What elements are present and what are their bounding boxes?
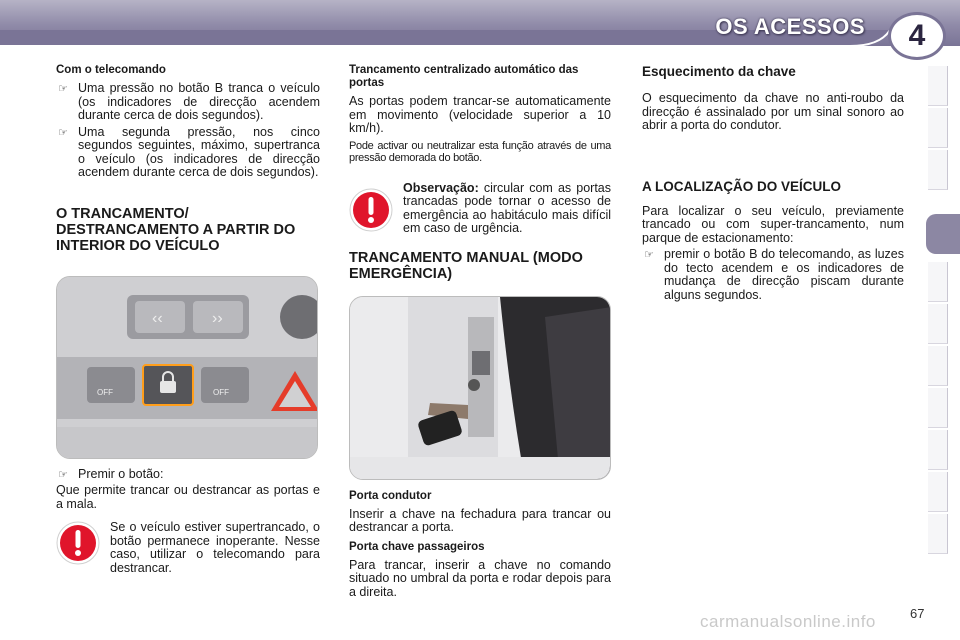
locate-bullet-text: premir o botão B do telecomando, as luzes do tecto acendem e os indicadores de mudança de direcção piscam durante alguns segundos. <box>664 247 904 302</box>
bullet-item <box>642 248 904 302</box>
bullet-item <box>56 82 320 123</box>
bullet-item <box>56 468 320 482</box>
side-tab-4-active[interactable] <box>926 214 960 254</box>
hand-pointer-icon: ☞ <box>58 83 68 95</box>
section-heading-manual: TRANCAMENTO MANUAL (MODO EMERGÊNCIA) <box>349 249 583 282</box>
chapter-number-badge: 4 <box>888 12 946 60</box>
page-number: 67 <box>910 606 925 621</box>
side-tab-9[interactable] <box>928 430 948 470</box>
column-middle <box>349 64 611 599</box>
column-left <box>56 64 320 575</box>
door-latch-photo <box>349 296 611 480</box>
observation-label: Observação: <box>403 180 479 195</box>
chapter-side-tabs <box>928 66 948 576</box>
hand-pointer-icon: ☞ <box>58 468 68 481</box>
observation-text <box>403 182 611 236</box>
hand-pointer-icon: ☞ <box>58 126 68 139</box>
side-tab-5[interactable] <box>928 262 948 302</box>
svg-text:OFF: OFF <box>213 387 229 397</box>
locate-vehicle-heading: A LOCALIZAÇÃO DO VEÍCULO <box>642 178 841 194</box>
observation-note <box>349 182 611 236</box>
section-heading-interior: O TRANCAMENTO/ DESTRANCAMENTO A PARTIR DO INTERIOR DO VEÍCULO <box>56 205 296 254</box>
observation-body: circular com as portas trancadas pode tornar o acesso de emergência ao habitáculo mais difícil em caso de urgência. <box>403 180 611 235</box>
dashboard-buttons-photo <box>56 276 318 459</box>
side-tab-11[interactable] <box>928 514 948 554</box>
column-right <box>642 64 904 305</box>
telecomando-heading: Com o telecomando <box>56 64 166 76</box>
passenger-door-text: Para trancar, inserir a chave no comando situado no umbral da porta e rodar depois para a direita. <box>349 557 611 599</box>
warning-text: Se o veículo estiver supertrancado, o botão permanece inoperante. Nesse caso, utilizar o telecomando para destrancar. <box>110 520 320 575</box>
side-tab-10[interactable] <box>928 472 948 512</box>
driver-door-text: Inserir a chave na fechadura para trancar ou destrancar a porta. <box>349 506 611 534</box>
auto-lock-heading: Trancamento centralizado automático das portas <box>349 64 579 89</box>
side-tab-7[interactable] <box>928 346 948 386</box>
side-tab-6[interactable] <box>928 304 948 344</box>
driver-door-heading: Porta condutor <box>349 489 432 502</box>
exclamation-warning-icon <box>349 188 393 232</box>
bullet-text: Uma segunda pressão, nos cinco segundos seguintes, máximo, supertranca o veículo (os indicadores de direcção acendem durante cerca de dois segundos). <box>78 124 320 179</box>
hand-pointer-icon: ☞ <box>644 249 654 261</box>
locate-vehicle-text: Para localizar o seu veículo, previamente trancado ou com super-trancamento, num parque de estacionamento: <box>642 203 904 245</box>
svg-text:››: ›› <box>212 309 223 327</box>
bullet-item <box>56 126 320 180</box>
side-tab-2[interactable] <box>928 108 948 148</box>
bullet-text: Uma pressão no botão B tranca o veículo (os indicadores de direcção acendem durante cerca de dois segundos). <box>78 81 320 122</box>
auto-lock-text: As portas podem trancar-se automaticamente em movimento (velocidade superior a 10 km/h). <box>349 94 611 135</box>
svg-text:OFF: OFF <box>97 387 113 397</box>
press-button-text: Premir o botão: <box>78 466 164 481</box>
side-tab-1[interactable] <box>928 66 948 106</box>
watermark: carmanualsonline.info <box>700 612 876 631</box>
side-tab-8[interactable] <box>928 388 948 428</box>
passenger-door-heading: Porta chave passageiros <box>349 540 485 553</box>
side-tab-3[interactable] <box>928 150 948 190</box>
warning-note <box>56 521 320 575</box>
auto-lock-small-text: Pode activar ou neutralizar esta função através de uma pressão demorada do botão. <box>349 139 611 164</box>
svg-text:‹‹: ‹‹ <box>152 309 163 327</box>
press-description: Que permite trancar ou destrancar as portas e a mala. <box>56 483 320 511</box>
forgotten-key-text: O esquecimento da chave no anti-roubo da direcção é assinalado por um sinal sonoro ao abrir a porta do condutor. <box>642 91 904 132</box>
forgotten-key-heading: Esquecimento da chave <box>642 64 796 79</box>
chapter-title: OS ACESSOS <box>715 14 865 39</box>
exclamation-warning-icon <box>56 521 100 565</box>
